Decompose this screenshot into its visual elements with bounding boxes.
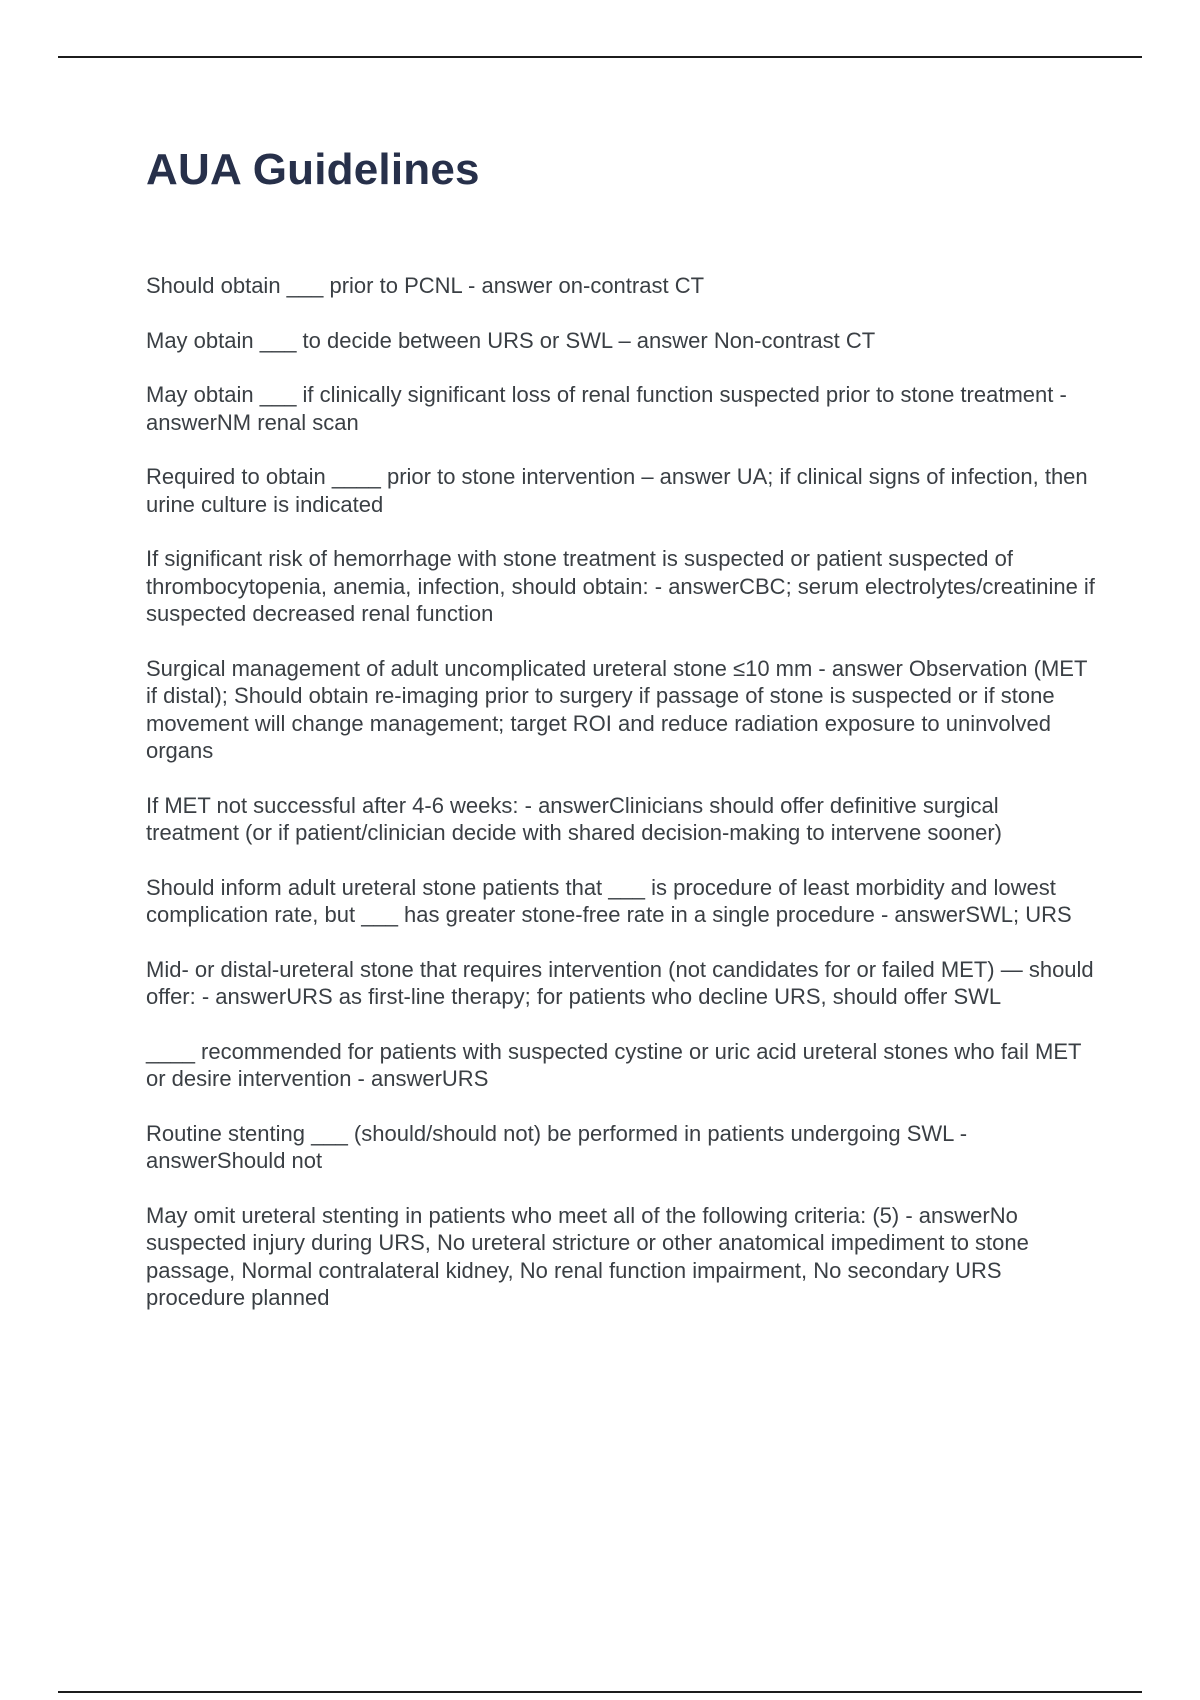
qa-item: Surgical management of adult uncomplicated ureteral stone ≤10 mm - answer Observation (MET if distal); Should obtain re-imaging prior to surgery if passage of stone is suspected or if stone movement will change management; target ROI and reduce radiation exposure to uninvolved organs xyxy=(146,655,1087,763)
qa-item: ____ recommended for patients with suspected cystine or uric acid ureteral stones who fail MET or desire intervention - answerURS xyxy=(146,1038,1082,1091)
qa-item: May obtain ___ to decide between URS or SWL – answer Non-contrast CT xyxy=(146,327,876,353)
page-title: AUA Guidelines xyxy=(146,145,480,194)
qa-item: Required to obtain ____ prior to stone intervention – answer UA; if clinical signs of infection, then urine culture is indicated xyxy=(146,464,1088,517)
qa-item: Mid- or distal-ureteral stone that requires intervention (not candidates for or failed MET) — should offer: - answerURS as first-line therapy; for patients who decline URS, should offer SWL xyxy=(146,956,1094,1009)
bottom-divider xyxy=(58,1691,1142,1693)
qa-item: Should obtain ___ prior to PCNL - answer on-contrast CT xyxy=(146,273,705,298)
qa-item: If significant risk of hemorrhage with stone treatment is suspected or patient suspected of thrombocytopenia, anemia, infection, should obtain: - answerCBC; serum electrolytes/creatinine if suspected decreased renal function xyxy=(146,546,1095,626)
qa-item: If MET not successful after 4-6 weeks: - answerClinicians should offer definitive surgical treatment (or if patient/clinician decide with shared decision-making to intervene sooner) xyxy=(146,792,1002,845)
top-divider xyxy=(58,56,1142,58)
qa-list xyxy=(146,272,1096,1312)
qa-item: May obtain ___ if clinically significant loss of renal function suspected prior to stone treatment - answerNM renal scan xyxy=(146,382,1067,435)
document-body xyxy=(146,140,1096,1339)
qa-item: May omit ureteral stenting in patients who meet all of the following criteria: (5) - answerNo suspected injury during URS, No ureteral stricture or other anatomical impediment to stone passage, Normal contralateral kidney, No renal function impairment, No secondary URS procedure planned xyxy=(146,1202,1029,1310)
qa-item: Should inform adult ureteral stone patients that ___ is procedure of least morbidity and lowest complication rate, but ___ has greater stone-free rate in a single procedure - answerSWL; URS xyxy=(146,874,1072,927)
qa-item: Routine stenting ___ (should/should not) be performed in patients undergoing SWL - answerShould not xyxy=(146,1120,968,1173)
